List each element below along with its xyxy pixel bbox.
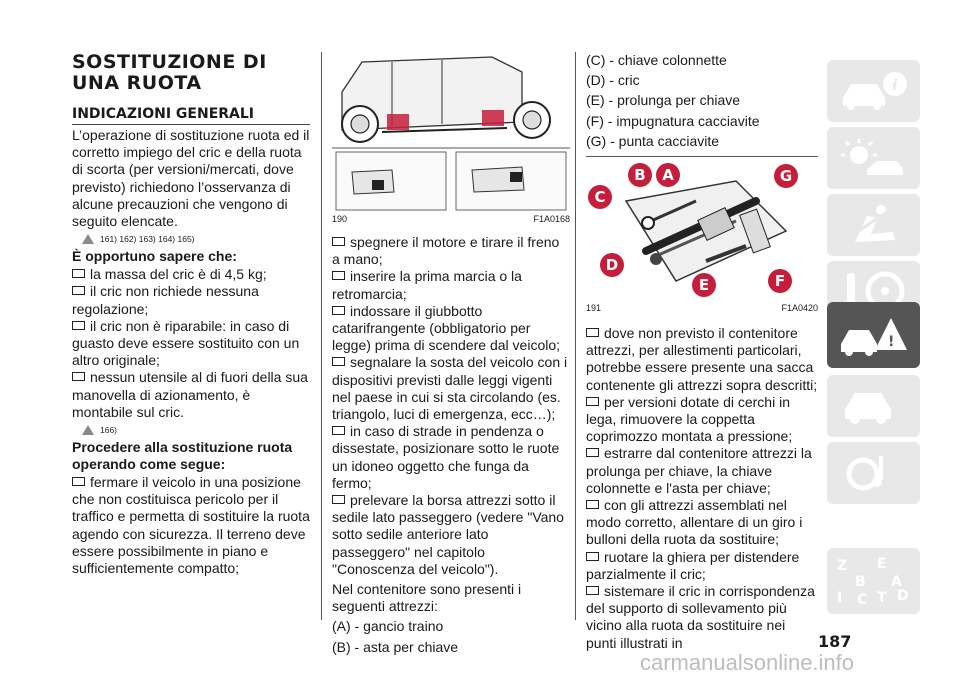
column-divider [575,52,576,620]
page-title-line1: SOSTITUZIONE DI [72,51,267,73]
svg-text:Z: Z [837,558,848,574]
bullet-icon [586,552,599,561]
dashboard-lights-icon [837,135,909,181]
figure-191 [586,161,818,301]
label-g: G [774,164,798,188]
tab-dashboard-lights[interactable] [827,127,920,189]
car-info-icon [837,68,909,114]
tab-maintenance[interactable] [827,375,920,437]
section-subtitle: INDICAZIONI GENERALI [72,106,310,125]
column-2 [332,52,570,656]
bullet-icon [332,271,345,280]
figure-code: F1A0168 [533,214,570,224]
alphabet-index-icon [837,556,909,606]
column-1 [72,52,310,577]
svg-text:i: i [892,76,898,94]
svg-text:!: ! [888,334,895,350]
list-item: ruotare la ghiera per distendere parzialmente il cric; [586,548,800,582]
tab-technical[interactable] [827,442,920,504]
tool-item: (C) - chiave colonnette [586,52,727,68]
van-jack-points-illustration [332,52,570,212]
column-3 [586,52,818,652]
svg-text:E: E [877,556,887,572]
list-item: dove non previsto il contenitore attrezzi, per allestimenti particolari, potrebbe essere presente una sacca contenente gli attrezzi sopra descritti; [586,325,818,393]
page-number: 187 [818,632,852,651]
list-item: il cric non richiede nessuna regolazione; [72,283,259,317]
bullet-icon [586,586,599,595]
figure-190 [332,52,570,212]
figure-number: 191 [586,303,602,314]
tool-item: (B) - asta per chiave [332,638,459,655]
warning-triangle-icon [82,425,94,435]
figure-caption [586,303,818,313]
label-b: B [628,163,652,187]
tools-intro: Nel contenitore sono presenti i seguenti attrezzi: [332,581,522,615]
watermark-text: carmanualsonline.info [640,650,855,675]
bullet-icon [332,357,345,366]
label-e: E [692,273,716,297]
car-service-icon [837,383,909,429]
svg-text:A: A [891,574,902,590]
car-warning-triangle-icon [837,310,909,360]
warning-refs-2 [82,425,310,435]
list-item: spegnere il motore e tirare il freno a mano; [332,234,560,268]
warning-triangle-icon [82,234,94,244]
bullet-icon [72,269,85,278]
bullet-icon [586,500,599,509]
list-item: fermare il veicolo in una posizione che non costituisca pericolo per il traffico e permetta di sostituire la ruota agendo con sicurezza. Il terreno deve essere possibilmente in piano e sufficientemente compatto; [72,474,310,577]
list-item: segnalare la sosta del veicolo con i dispositivi previsti dalle leggi vigenti nel paese in cui si sta circolando (es. triangolo, luci di emergenza, ecc…); [332,354,568,423]
bullet-icon [332,306,345,315]
svg-text:D: D [897,588,909,604]
label-d: D [600,253,624,277]
column-divider [321,52,322,620]
label-f: F [768,269,792,293]
tab-car-info[interactable] [827,60,920,122]
list-item: prelevare la borsa attrezzi sotto il sedile lato passeggero (vedere "Vano sotto sedile anteriore lato passeggero" nel capitolo "Conoscenza del veicolo"). [332,492,564,577]
tool-item: (F) - impugnatura cacciavite [586,112,760,129]
warning-refs-text: 166) [100,425,118,436]
bullet-icon [332,237,345,246]
tool-item: (G) - punta cacciavite [586,132,720,149]
tab-index[interactable] [827,548,920,614]
svg-text:B: B [855,574,866,590]
tab-safety[interactable] [827,194,920,256]
page-title-line2: UNA RUOTA [72,72,202,94]
bullet-icon [332,495,345,504]
tool-item: (D) - cric [586,72,640,89]
heading-know: È opportuno sapere che: [72,248,237,265]
warning-refs-1 [82,234,310,244]
svg-text:T: T [877,590,887,606]
intro-paragraph: L’operazione di sostituzione ruota ed il corretto impiego del cric e della ruota di scorta (per versioni/mercati, dove previsto) richiedono l’osservanza di alcune precauzioni che vengono di seguito elencate. [72,127,310,230]
music-settings-icon [837,450,909,496]
list-item: indossare il giubbotto catarifrangente (obbligatorio per legge) prima di scendere dal veicolo; [332,302,561,354]
list-item: estrarre dal contenitore attrezzi la prolunga per chiave, la chiave colonnette e l'asta per chiave; [586,445,812,496]
bullet-icon [586,397,599,406]
tool-item: (A) - gancio traino [332,618,444,635]
bullet-icon [72,286,85,295]
list-item: il cric non è riparabile: in caso di guasto deve essere sostituito con un altro originale; [72,317,300,369]
tab-emergency[interactable] [827,302,920,368]
bullet-icon [72,477,85,486]
bullet-icon [332,426,345,435]
bullet-icon [586,328,599,337]
bullet-icon [72,372,85,381]
list-item: la massa del cric è di 4,5 kg; [72,266,310,283]
figure-code: F1A0420 [781,303,818,314]
heading-procedure: Procedere alla sostituzione ruota operando come segue: [72,439,293,473]
bullet-icon [72,321,85,330]
bullet-icon [586,448,599,457]
warning-refs-text: 161) 162) 163) 164) 165) [100,234,195,245]
list-item: con gli attrezzi assemblati nel modo corretto, allentare di un giro i bulloni della ruota da sostituire; [586,497,803,548]
svg-text:I: I [837,590,843,606]
label-a: A [656,163,680,187]
figure-caption [332,214,570,224]
label-c: C [588,185,612,209]
airbag-seat-icon [837,202,909,248]
list-item: inserire la prima marcia o la retromarcia; [332,268,522,302]
tool-item: (E) - prolunga per chiave [586,92,741,109]
list-item: in caso di strade in pendenza o dissestate, posizionare sotto le ruote un idoneo oggetto che funga da fermo; [332,423,560,491]
svg-text:C: C [857,592,868,606]
list-item: sistemare il cric in corrispondenza del supporto di sollevamento più vicino alla ruota da sostituire nei punti illustrati in [586,583,815,651]
figure-number: 190 [332,214,348,224]
figure-top-rule [586,156,818,157]
list-item: per versioni dotate di cerchi in lega, rimuovere la coppetta coprimozzo montata a pressione; [586,393,793,445]
list-item: nessun utensile al di fuori della sua manovella di azionamento, è montabile sul cric. [72,369,308,420]
